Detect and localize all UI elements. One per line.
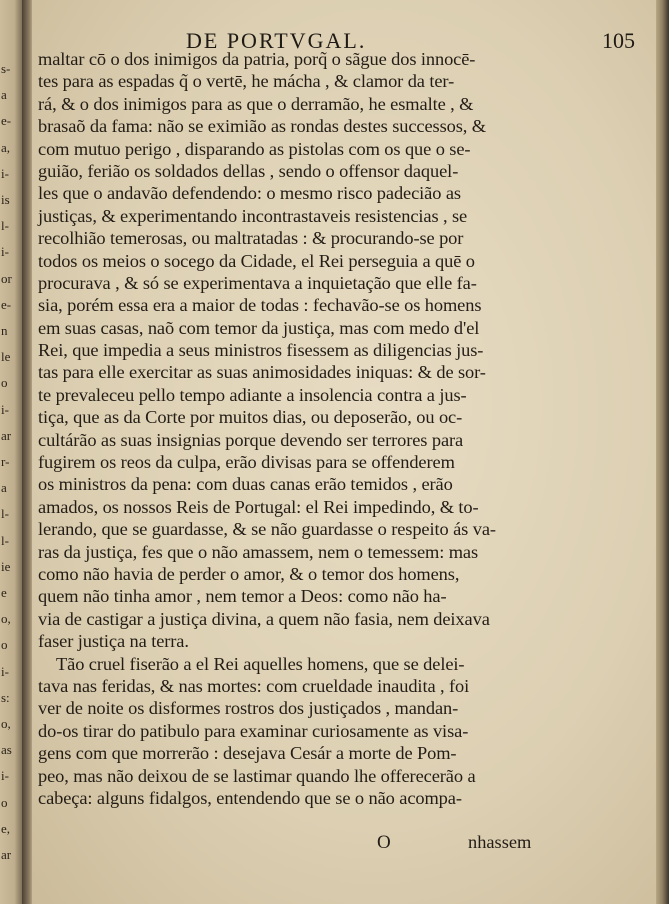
page-fore-edge [656, 0, 669, 904]
facing-page-fragment: or [1, 270, 12, 286]
text-line: Tão cruel fiserão a el Rei aquelles homens, que se delei- [56, 653, 465, 674]
text-line: brasaõ da fama: não se eximião as rondas destes successos, & [38, 116, 487, 137]
facing-page-fragment: l- [1, 532, 9, 548]
catchword: nhassem [468, 832, 532, 852]
signature-mark: O [377, 832, 391, 853]
text-line: fugirem os reos da culpa, erão divisas para se offenderem [38, 452, 455, 473]
facing-page-fragment: i- [1, 401, 9, 417]
facing-page-fragment: o [1, 794, 8, 810]
facing-page-fragment: le [1, 349, 11, 365]
text-line: rá, & o dos inimigos para as que o derramão, he esmalte , & [38, 93, 474, 114]
facing-page-fragment: o [1, 375, 8, 391]
text-line: quem não tinha amor , nem temor a Deos: como não ha- [38, 586, 447, 607]
facing-page-fragment: a [1, 87, 7, 103]
book-page [32, 0, 657, 904]
facing-page-fragment: o, [1, 716, 11, 731]
facing-page-fragment: i- [1, 165, 9, 181]
facing-page-fragment: a [1, 480, 7, 496]
facing-page-edge [0, 0, 24, 904]
text-line: Rei, que impedia a seus ministros fisessem as diligencias jus- [38, 340, 484, 361]
text-line: procurava , & só se experimentava a inquietação que elle fa- [38, 272, 477, 293]
text-line: tes para as espadas q̃ o vertē, he mácha , & clamor da ter- [38, 71, 455, 92]
facing-page-fragment: e [1, 585, 7, 600]
facing-page-fragment: r- [1, 454, 10, 469]
text-line: tas para elle exercitar as suas animosidades iniquas: & de sor- [38, 362, 486, 383]
facing-page-fragment: e, [1, 820, 11, 836]
text-line: recolhião temerosas, ou maltratadas : & procurando-se por [38, 228, 464, 249]
text-line: sia, porém essa era a maior de todas : fechavão-se os homens [38, 295, 482, 316]
text-line: ras da justiça, fes que o não amassem, nem o temessem: mas [38, 541, 479, 562]
facing-page-fragment: s: [1, 689, 10, 705]
text-line: os ministros da pena: com duas canas erão temidos , erão [38, 474, 453, 495]
text-line: guião, ferião os soldados dellas , sendo o offensor daquel- [38, 160, 459, 181]
text-line: les que o andavão defendendo: o mesmo risco padecião as [38, 183, 461, 204]
text-line: faser justiça na terra. [38, 631, 189, 652]
text-line: tiça, que as da Corte por muitos dias, ou deposerão, ou oc- [38, 407, 463, 428]
text-line: maltar cō o dos inimigos da patria, porq̃ o sãgue dos innocē- [38, 49, 476, 69]
facing-page-fragment: i- [1, 244, 9, 260]
facing-page-fragment: o, [1, 611, 11, 627]
text-line: do-os tirar do patibulo para examinar curiosamente as visa- [38, 720, 469, 741]
facing-page-fragment: ie [1, 558, 11, 574]
page-number: 105 [602, 28, 635, 53]
facing-page-fragment: i- [1, 768, 9, 784]
facing-page-fragment: l- [1, 506, 9, 522]
text-line: gens com que morrerão : desejava Cesár a morte de Pom- [38, 743, 457, 764]
page-footer [32, 832, 657, 856]
text-line: amados, os nossos Reis de Portugal: el Rei impedindo, & to- [38, 496, 479, 517]
facing-page-fragment: ar [1, 847, 12, 862]
text-line: com mutuo perigo , disparando as pistolas com os que o se- [38, 138, 471, 159]
body-text [38, 48, 548, 809]
text-line: cultárão as suas insignias porque devendo ser terrores para [38, 429, 464, 450]
text-line: lerando, que se guardasse, & se não guardasse o respeito ás va- [38, 519, 496, 540]
facing-page-fragment: o [1, 637, 8, 653]
running-head: DE PORTVGAL. [186, 28, 367, 53]
text-line: como não havia de perder o amor, & o temor dos homens, [38, 563, 460, 584]
text-line: em suas casas, naõ com temor da justiça, mas com medo d'el [38, 317, 480, 338]
facing-page-fragment: e- [1, 296, 12, 312]
facing-page-fragment: s- [1, 61, 11, 76]
facing-page-fragment: a, [1, 139, 11, 155]
text-line: peo, mas não deixou de se lastimar quando lhe offerecerão a [38, 765, 476, 786]
text-line: justiças, & experimentando incontrastaveis resistencias , se [38, 205, 468, 226]
text-line: todos os meios o socego da Cidade, el Rei perseguia a quē o [38, 250, 475, 271]
facing-page-fragment: i- [1, 663, 9, 679]
facing-page-fragment: as [1, 742, 12, 758]
facing-page-fragment: l- [1, 218, 9, 234]
text-line: te prevaleceu pello tempo adiante a insolencia contra a jus- [38, 384, 467, 405]
text-line: cabeça: alguns fidalgos, entendendo que se o não acompa- [38, 787, 462, 808]
facing-page-fragment: is [1, 192, 10, 207]
facing-page-fragment: ar [1, 427, 12, 443]
text-line: tava nas feridas, & nas mortes: com crueldade inaudita , foi [38, 675, 470, 696]
text-line: via de castigar a justiça divina, a quem não fasia, nem deixava [38, 608, 490, 629]
facing-page-fragment: n [1, 323, 8, 338]
text-line: ver de noite os disformes rostros dos justiçados , mandan- [38, 698, 459, 719]
facing-page-fragment: e- [1, 113, 12, 129]
